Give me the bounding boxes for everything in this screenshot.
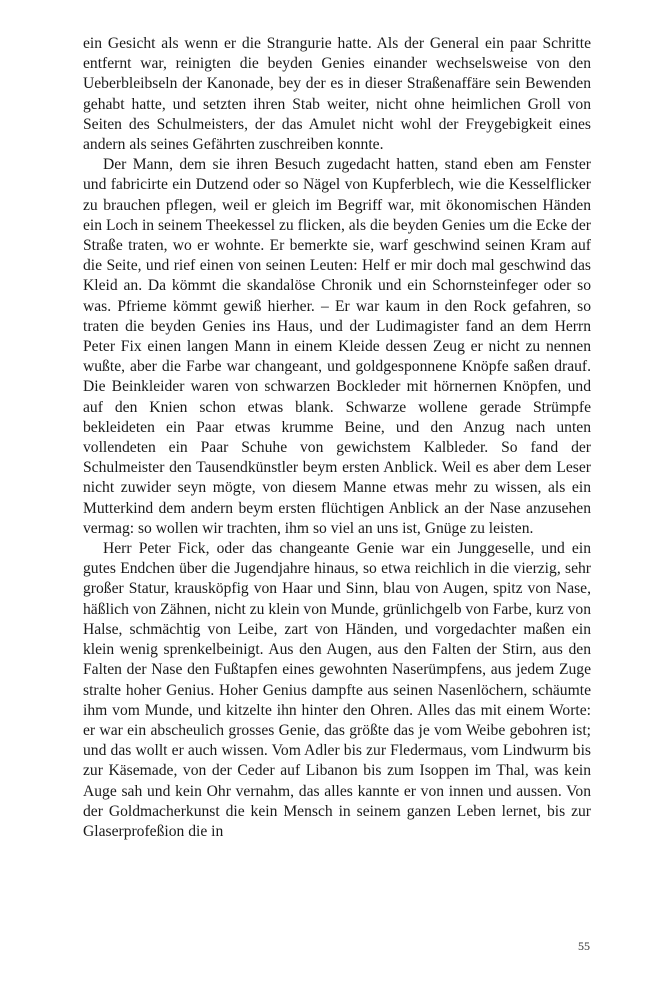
paragraph-3: Herr Peter Fick, oder das changeante Genie war ein Junggeselle, und ein gutes Endchen über die Jugendjahre hinaus, so etwa reichlich in die vierzig, sehr großer Statur, krausköpfig von Haar und Sinn, blau von Augen, spitz von Nase, häßlich von Zähnen, nicht zu klein von Munde, grünlichgelb von Farbe, kurz von Halse, schmächtig von Leibe, zart von Händen, und vorgedachter maßen ein klein wenig sprenkelbeinigt. Aus den Augen, aus den Falten der Stirn, aus den Falten der Nase den Fußtapfen eines gewohnten Naserümpfens, aus jedem Zuge stralte hoher Genius. Hoher Genius dampfte aus seinen Nasenlöchern, schäumte ihm vom Munde, und kitzelte ihn hinter den Ohren. Alles das mit einem Worte: er war ein abscheulich grosses Genie, das größte das je vom Weibe gebohren ist; und das wollt er auch wissen. Vom Adler bis zur Fledermaus, vom Lindwurm bis zur Käsemade, von der Ceder auf Libanon bis zum Isoppen im Thal, was kein Auge sah und kein Ohr vernahm, das alles kannte er von innen und aussen. Von der Goldmacherkunst die kein Mensch in seinem ganzen Leben lernet, bis zur Glaserprofeßion die in — [83, 540, 591, 840]
paragraph-2: Der Mann, dem sie ihren Besuch zugedacht hatten, stand eben am Fenster und fabricirte ein Dutzend oder so Nägel von Kupferblech, wie die Kesselflicker zu brauchen pflegen, weil er gleich im Begriff war, mit ökonomischen Händen ein Loch in seinem Theekessel zu flicken, als die beyden Genies um die Ecke der Straße traten, wo er wohnte. Er bemerkte sie, warf geschwind seinen Kram auf die Seite, und rief einen von seinen Leuten: Helf er mir doch mal geschwind das Kleid an. Da kömmt die skandalöse Chronik und ein Schornsteinfeger oder so was. Pfrieme kömmt gewiß hierher. – Er war kaum in den Rock gefahren, so traten die beyden Genies ins Haus, und der Ludimagister fand an dem Herrn Peter Fix einen langen Mann in einem Kleide dessen Zeug er nicht zu nennen wußte, aber die Farbe war changeant, und goldgesponnene Knöpfe saßen drauf. Die Beinkleider waren von schwarzen Bockleder mit hörnernen Knöpfen, und auf den Knien schon etwas blank. Schwarze wollene gerade Strümpfe bekleideten ein Paar etwas krumme Beine, und den Anzug nach unten vollendeten ein Paar Schuhe von gewichstem Kalbleder. So fand der Schulmeister den Tausendkünstler beym ersten Anblick. Weil es aber dem Leser nicht zuwider seyn mögte, von diesem Manne etwas mehr zu wissen, als ein Mutterkind dem andern beym ersten flüchtigen Anblick an der Nase anzusehen vermag: so wollen wir trachten, ihm so viel an uns ist, Gnüge zu leisten. — [83, 156, 591, 537]
paragraph-1: ein Gesicht als wenn er die Strangurie hatte. Als der General ein paar Schritte entfernt war, reinigten die beyden Genies einander wechselsweise von den Ueberbleibseln der Kanonade, bey der es in dieser Straßenaffäre sein Bewenden gehabt hatte, und setzten ihren Stab weiter, nicht ohne heimlichen Groll von Seiten des Schulmeisters, der das Amulet nicht wohl der Freygebigkeit eines andern als seines Gefährten zuschreiben konnte. — [83, 35, 591, 154]
page-number: 55 — [578, 939, 590, 953]
body-text — [83, 34, 591, 842]
